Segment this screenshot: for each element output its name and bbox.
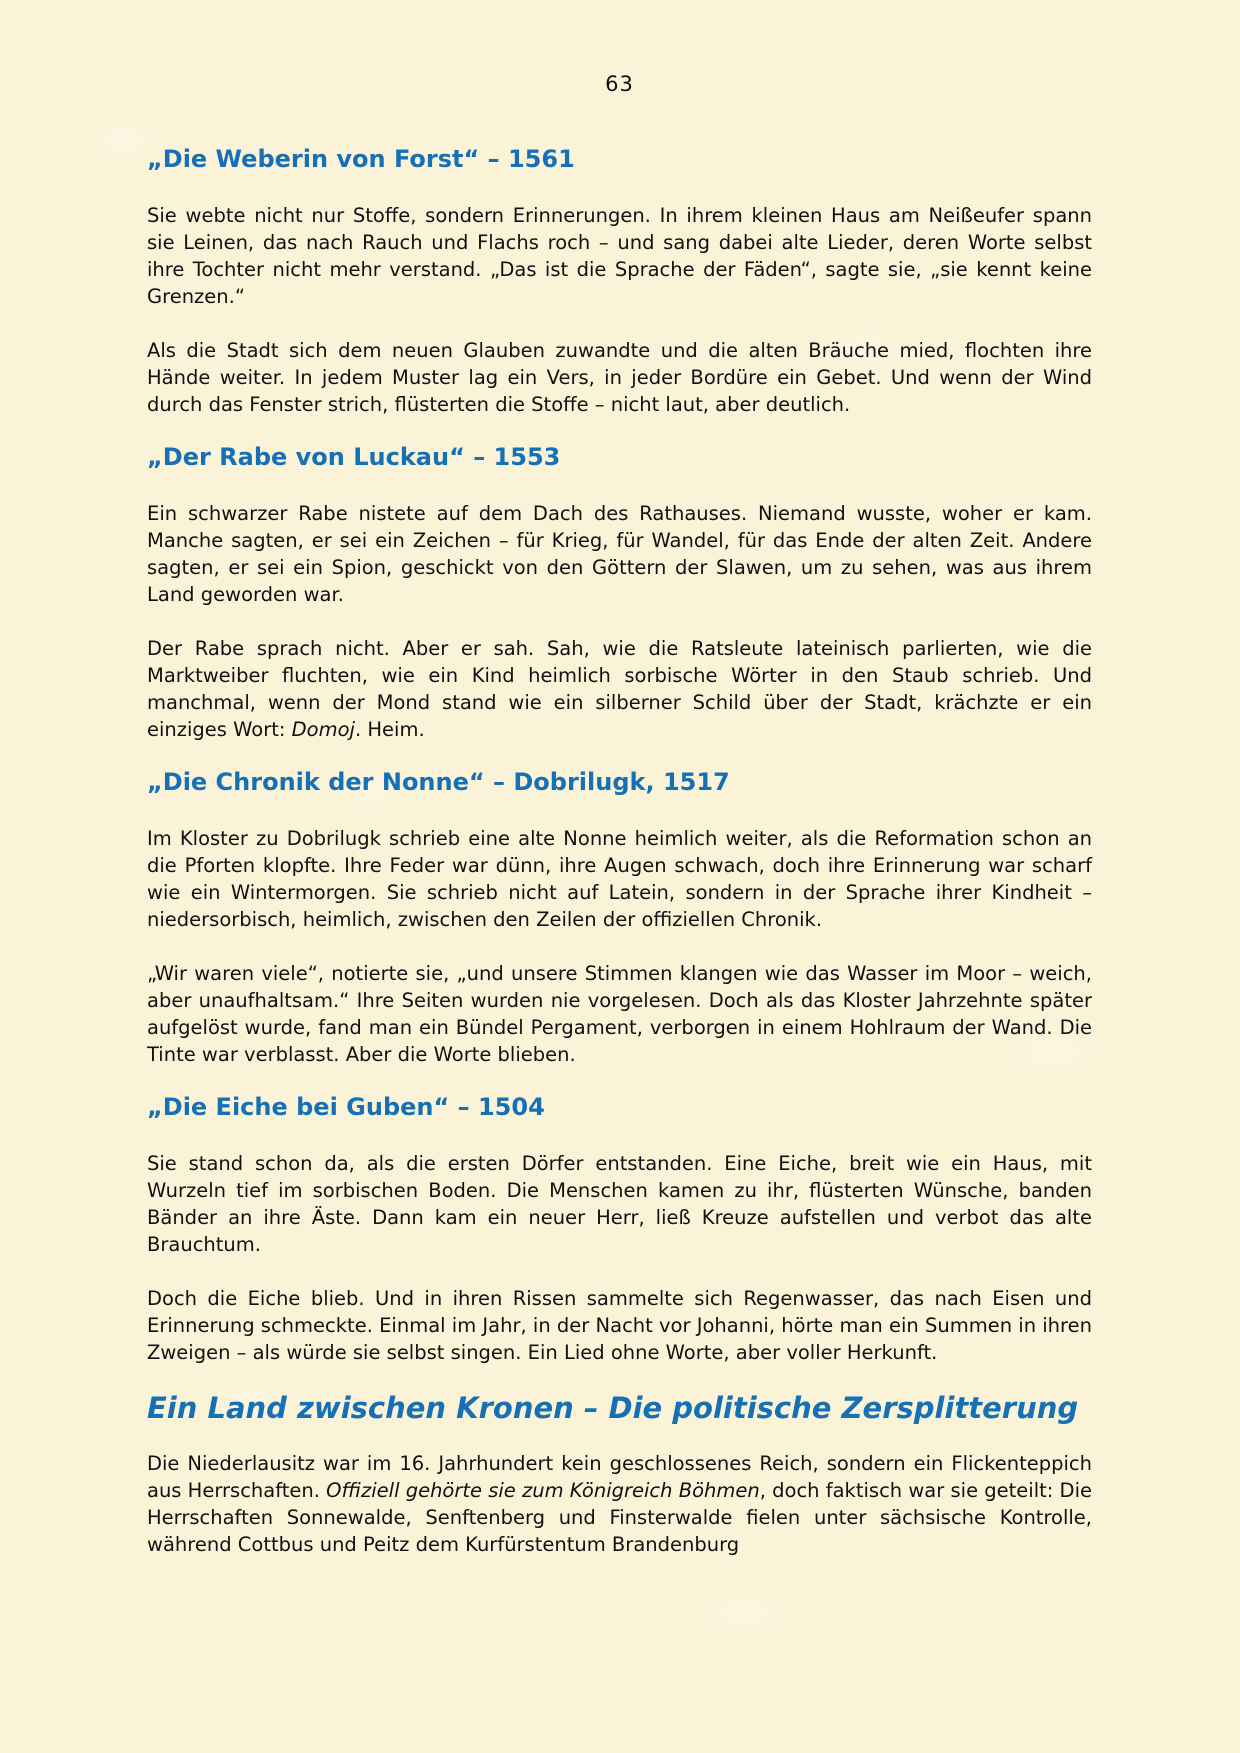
section-title-eiche: „Die Eiche bei Guben“ – 1504	[147, 1093, 545, 1121]
section-title-weberin: „Die Weberin von Forst“ – 1561	[147, 145, 575, 173]
paragraph: Sie stand schon da, als die ersten Dörfer entstanden. Eine Eiche, breit wie ein Haus, mit Wurzeln tief im sorbischen Boden. Die Menschen kamen zu ihr, flüsterten Wünsche, banden Bänder an ihre Äste. Dann kam ein neuer Herr, ließ Kreuze aufstellen und verbot das alte Brauchtum.	[147, 1152, 1092, 1256]
paragraph-text: , doch faktisch war sie geteilt: Die Herrschaften Sonnewalde, Senftenberg und Finsterwalde fielen unter sächsische Kontrolle, während Cottbus und Peitz dem Kurfürstentum Brandenburg	[147, 1479, 1092, 1556]
paragraph: „Wir waren viele“, notierte sie, „und unsere Stimmen klangen wie das Wasser im Moor – weich, aber unaufhaltsam.“ Ihre Seiten wurden nie vorgelesen. Doch als das Kloster Jahrzehnte später aufgelöst wurde, fand man ein Bündel Pergament, verborgen in einem Hohlraum der Wand. Die Tinte war verblasst. Aber die Worte blieben.	[147, 962, 1092, 1066]
page-content	[147, 142, 1092, 1585]
section-title-rabe: „Der Rabe von Luckau“ – 1553	[147, 443, 561, 471]
paragraph-text: . Heim.	[354, 718, 425, 741]
emphasis-text: Domoj	[291, 718, 355, 741]
paragraph	[147, 1450, 1092, 1558]
section-title-chronik: „Die Chronik der Nonne“ – Dobrilugk, 1517	[147, 768, 730, 796]
paragraph-text: Die Niederlausitz war im 16. Jahrhundert kein geschlossenes Reich, sondern ein Flickenteppich aus Herrschaften.	[147, 1452, 1092, 1502]
emphasis-text: Offiziell gehörte sie zum Königreich Böhmen	[326, 1479, 760, 1502]
page-number: 63	[605, 72, 634, 96]
paragraph: Sie webte nicht nur Stoffe, sondern Erinnerungen. In ihrem kleinen Haus am Neißeufer spann sie Leinen, das nach Rauch und Flachs roch – und sang dabei alte Lieder, deren Worte selbst ihre Tochter nicht mehr verstand. „Das ist die Sprache der Fäden“, sagte sie, „sie kennt keine Grenzen.“	[147, 204, 1092, 308]
paragraph-text: Der Rabe sprach nicht. Aber er sah. Sah, wie die Ratsleute lateinisch parlierten, wie die Marktweiber fluchten, wie ein Kind heimlich sorbische Wörter in den Staub schrieb. Und manchmal, wenn der Mond stand wie ein silberner Schild über der Stadt, krächzte er ein einziges Wort:	[147, 637, 1092, 741]
chapter-title: Ein Land zwischen Kronen – Die politische Zersplitterung	[147, 1391, 1079, 1425]
paragraph: Doch die Eiche blieb. Und in ihren Rissen sammelte sich Regenwasser, das nach Eisen und Erinnerung schmeckte. Einmal im Jahr, in der Nacht vor Johanni, hörte man ein Summen in ihren Zweigen – als würde sie selbst singen. Ein Lied ohne Worte, aber voller Herkunft.	[147, 1287, 1092, 1364]
paragraph	[147, 635, 1092, 743]
paragraph: Als die Stadt sich dem neuen Glauben zuwandte und die alten Bräuche mied, flochten ihre Hände weiter. In jedem Muster lag ein Vers, in jeder Bordüre ein Gebet. Und wenn der Wind durch das Fenster strich, flüsterten die Stoffe – nicht laut, aber deutlich.	[147, 339, 1092, 416]
paragraph: Im Kloster zu Dobrilugk schrieb eine alte Nonne heimlich weiter, als die Reformation schon an die Pforten klopfte. Ihre Feder war dünn, ihre Augen schwach, doch ihre Erinnerung war scharf wie ein Wintermorgen. Sie schrieb nicht auf Latein, sondern in der Sprache ihrer Kindheit – niedersorbisch, heimlich, zwischen den Zeilen der offiziellen Chronik.	[147, 827, 1092, 931]
paragraph: Ein schwarzer Rabe nistete auf dem Dach des Rathauses. Niemand wusste, woher er kam. Manche sagten, er sei ein Zeichen – für Krieg, für Wandel, für das Ende der alten Zeit. Andere sagten, er sei ein Spion, geschickt von den Göttern der Slawen, um zu sehen, was aus ihrem Land geworden war.	[147, 502, 1092, 606]
